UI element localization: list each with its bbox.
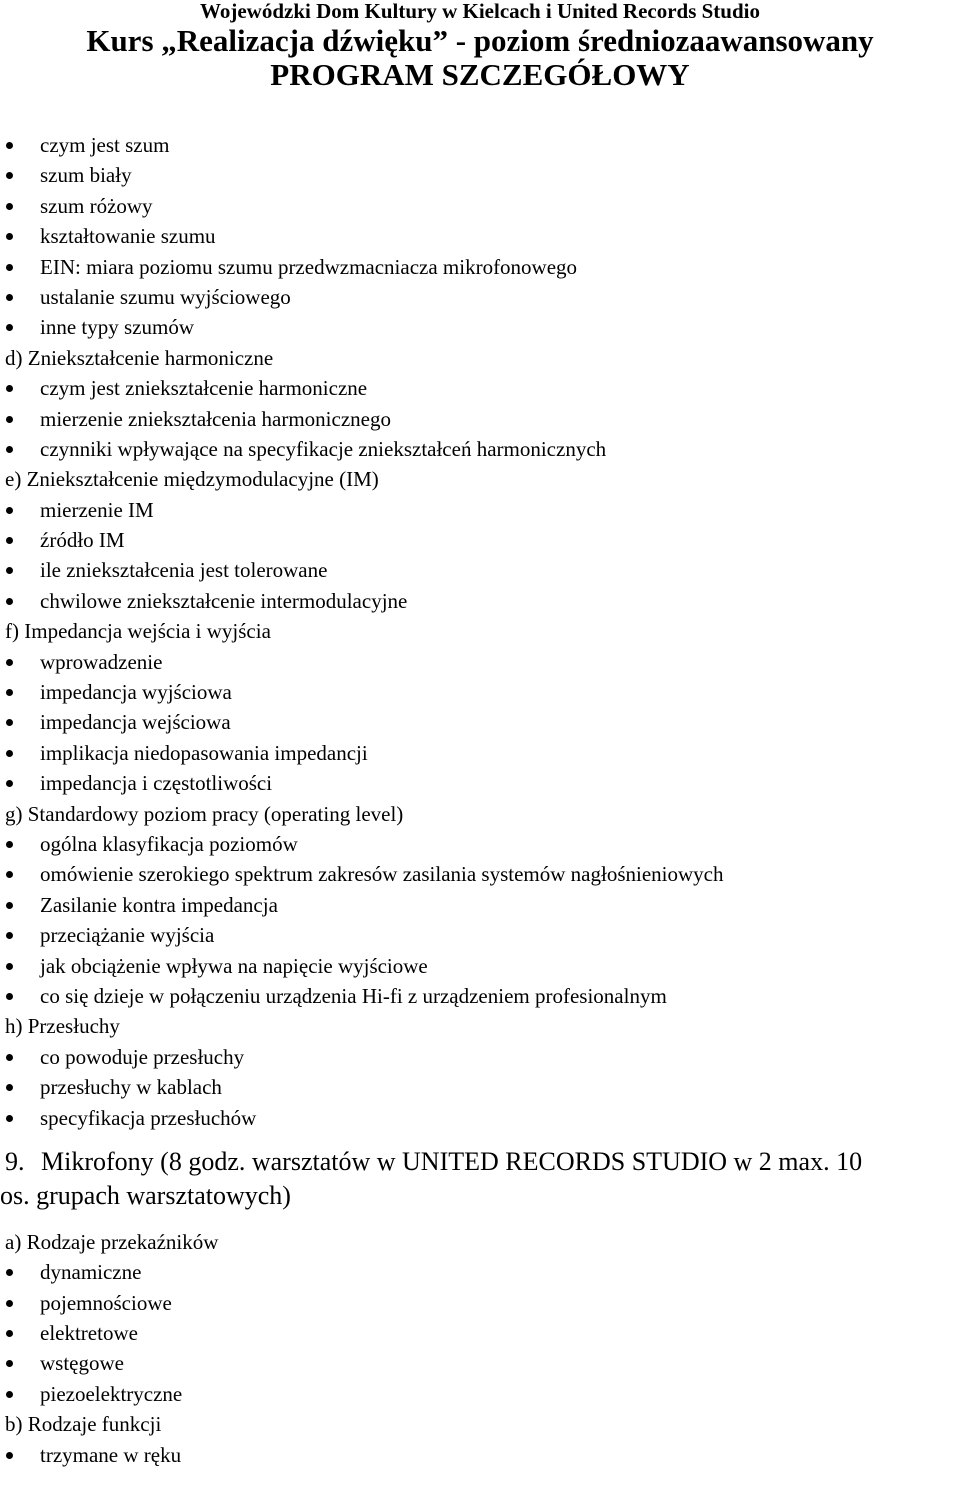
list-item: impedancja wyjściowa [0, 677, 960, 707]
list-item: piezoelektryczne [0, 1379, 960, 1409]
list-item: impedancja i częstotliwości [0, 768, 960, 798]
list-item: kształtowanie szumu [0, 221, 960, 251]
list-item: ogólna klasyfikacja poziomów [0, 829, 960, 859]
bullet-icon [6, 1084, 13, 1091]
bullet-icon [6, 233, 13, 240]
bullet-icon [6, 719, 13, 726]
section-title [0, 1145, 960, 1213]
bullet-icon [6, 871, 13, 878]
list-item: Zasilanie kontra impedancja [0, 890, 960, 920]
list-item: szum biały [0, 160, 960, 190]
subsection-heading: f) Impedancja wejścia i wyjścia [5, 619, 271, 644]
list-item: szum różowy [0, 191, 960, 221]
bullet-icon [6, 1330, 13, 1337]
list-item: przeciążanie wyjścia [0, 920, 960, 950]
list-item: jak obciążenie wpływa na napięcie wyjściowe [0, 951, 960, 981]
list-item: ustalanie szumu wyjściowego [0, 282, 960, 312]
list-item: EIN: miara poziomu szumu przedwzmacniacza mikrofonowego [0, 252, 960, 282]
bullet-icon [6, 203, 13, 210]
bullet-icon [6, 659, 13, 666]
list-item: mierzenie IM [0, 495, 960, 525]
list-item: co się dzieje w połączeniu urządzenia Hi-fi z urządzeniem profesionalnym [0, 981, 960, 1011]
organizer-line: Wojewódzki Dom Kultury w Kielcach i United Records Studio [200, 0, 760, 23]
list-item: wstęgowe [0, 1348, 960, 1378]
bullet-icon [6, 1452, 13, 1459]
list-item: trzymane w ręku [0, 1440, 960, 1470]
list-item: co powoduje przesłuchy [0, 1042, 960, 1072]
bullet-icon [6, 264, 13, 271]
bullet-icon [6, 993, 13, 1000]
subsection-heading: h) Przesłuchy [5, 1014, 120, 1039]
section-title-line-1: Mikrofony (8 godz. warsztatów w UNITED RECORDS STUDIO w 2 max. 10 [41, 1146, 863, 1176]
subsection-e [0, 464, 960, 616]
subsection-heading: g) Standardowy poziom pracy (operating level) [5, 801, 404, 826]
subsection-heading: e) Zniekształcenie międzymodulacyjne (IM) [5, 467, 379, 492]
bullet-icon [6, 507, 13, 514]
bullet-icon [6, 932, 13, 939]
bullet-icon [6, 537, 13, 544]
section-number: 9. [5, 1146, 25, 1176]
bullet-icon [6, 963, 13, 970]
bullet-icon [6, 1269, 13, 1276]
section-9-heading [0, 1145, 960, 1213]
subsection-b [0, 1409, 960, 1470]
bullet-icon [6, 324, 13, 331]
bullet-icon [6, 1391, 13, 1398]
subsection-f [0, 616, 960, 798]
bullet-icon [6, 142, 13, 149]
list-item: impedancja wejściowa [0, 707, 960, 737]
list-item: elektretowe [0, 1318, 960, 1348]
list-item: omówienie szerokiego spektrum zakresów zasilania systemów nagłośnieniowych [0, 859, 960, 889]
list-item: chwilowe zniekształcenie intermodulacyjne [0, 586, 960, 616]
list-item: przesłuchy w kablach [0, 1072, 960, 1102]
list-item: mierzenie zniekształcenia harmonicznego [0, 404, 960, 434]
bullet-icon [6, 841, 13, 848]
subsection-heading: d) Zniekształcenie harmoniczne [5, 345, 274, 370]
list-item: czym jest szum [0, 130, 960, 160]
list-item: wprowadzenie [0, 647, 960, 677]
bullet-icon [6, 567, 13, 574]
bullet-icon [6, 750, 13, 757]
subsection-a [0, 1227, 960, 1409]
bullet-icon [6, 1115, 13, 1122]
subsection-d [0, 343, 960, 465]
list-item: pojemnościowe [0, 1288, 960, 1318]
noise-list [0, 130, 960, 343]
course-title: Kurs „Realizacja dźwięku” - poziom średniozaawansowany [86, 23, 874, 58]
section-title-line-2: os. grupach warsztatowych) [0, 1180, 291, 1210]
bullet-icon [6, 416, 13, 423]
bullet-icon [6, 294, 13, 301]
bullet-icon [6, 1054, 13, 1061]
subsection-heading: b) Rodzaje funkcji [5, 1412, 162, 1437]
bullet-icon [6, 1360, 13, 1367]
bullet-icon [6, 689, 13, 696]
list-item: specyfikacja przesłuchów [0, 1103, 960, 1133]
program-title: PROGRAM SZCZEGÓŁOWY [270, 57, 690, 92]
bullet-icon [6, 902, 13, 909]
bullet-icon [6, 385, 13, 392]
bullet-icon [6, 446, 13, 453]
subsection-h [0, 1011, 960, 1133]
list-item: inne typy szumów [0, 312, 960, 342]
list-item: czym jest zniekształcenie harmoniczne [0, 373, 960, 403]
subsection-g [0, 799, 960, 1012]
subsection-heading: a) Rodzaje przekaźników [5, 1229, 219, 1254]
list-item: dynamiczne [0, 1257, 960, 1287]
document-header [0, 0, 960, 92]
program-content [0, 130, 960, 1470]
bullet-icon [6, 172, 13, 179]
list-item: źródło IM [0, 525, 960, 555]
list-item: czynniki wpływające na specyfikacje zniekształceń harmonicznych [0, 434, 960, 464]
bullet-icon [6, 780, 13, 787]
bullet-icon [6, 598, 13, 605]
list-item: ile zniekształcenia jest tolerowane [0, 555, 960, 585]
list-item: implikacja niedopasowania impedancji [0, 738, 960, 768]
bullet-icon [6, 1300, 13, 1307]
